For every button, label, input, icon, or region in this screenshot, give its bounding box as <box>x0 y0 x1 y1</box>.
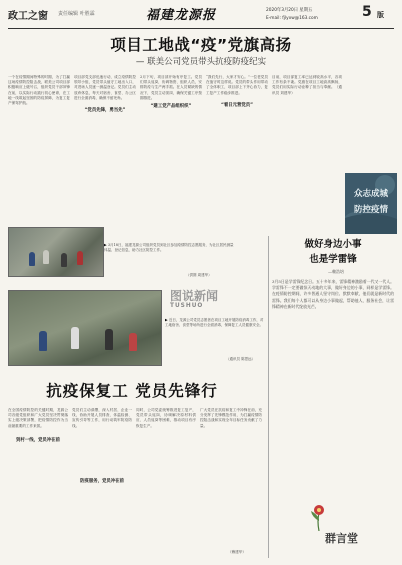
right-article-author: —赖浩培 <box>328 269 344 274</box>
column-logo-qunyantang: 群言堂 <box>325 532 358 545</box>
tushuo-logo-en: TUSHUO <box>170 303 204 309</box>
column-title: 政工之窗 <box>8 11 48 22</box>
article2-author: （赖建华） <box>228 550 246 554</box>
right-article-headline-2: 也是学雷锋 <box>309 254 357 265</box>
photo2-caption-text: 近日，龙源公司党员志愿者在项目工地开展防疫消毒工作，对工地宿舍、食堂等场所进行全面消毒，保障复工人员健康安全。 <box>165 318 264 327</box>
column-editor: 责任编辑 叶胜霖 <box>58 11 95 17</box>
column-divider <box>268 236 269 558</box>
page-number-label: 版 <box>377 11 384 19</box>
photo1-byline: （供图 周建华） <box>186 273 212 277</box>
article2-headline: 抗疫保复工 党员先锋行 <box>46 382 218 400</box>
anti-epidemic-banner <box>345 173 397 234</box>
news-photo-1 <box>8 227 104 277</box>
photo-person <box>71 327 79 349</box>
contact-email: E-mail: fjlyxw@163.com <box>266 16 318 21</box>
photo2-byline: （通讯员 陈思远） <box>226 357 256 361</box>
article2-column-3: 同时，公司党委统筹推进复工复产，党员带头返岗，协调解决原材料供应、人员返岗等困难，推动项目有序恢复生产。 <box>136 408 196 428</box>
photo1-caption <box>104 243 234 278</box>
article1-column-3: 2月下旬，项目部开始有序复工。党员们带头返岗，协调物资、组织人员，安排防疫与生产两手抓。在人员紧缺的情况下，党员主动顶岗，确保关键工序按期推进。 <box>140 75 202 100</box>
photo-person <box>77 251 83 265</box>
article1-subheadline: — 联美公司党员带头抗疫防疫纪实 <box>135 57 267 67</box>
banner-line-1: 众志成城 <box>353 189 388 199</box>
right-article-body: 3月5日是学雷锋纪念日。五十多年来，雷锋精神激励着一代又一代人。学雷锋不一定要做惊天动地的大事，做好身边的小事，同样是学雷锋。在疫情防控期间，许多普通人坚守岗位、默默奉献，他们就是新时代的雷锋。我们每个人都可以从身边小事做起，帮助他人、服务社会，让雷锋精神在新时代绽放光芒。 <box>272 279 394 309</box>
article2-subtitle-1: 到村一线，党员冲在前 <box>8 437 68 443</box>
page-number: 5 <box>362 4 372 20</box>
photo-marker-icon: ▶ <box>104 243 107 247</box>
article2-column-4: 广大党员在抗疫和复工中冲锋在前，充分发挥了先锋模范作用，为打赢疫情防控阻击战和实现全年目标任务贡献了力量。 <box>200 408 262 428</box>
right-article-headline-1: 做好身边小事 <box>304 239 362 250</box>
article1-column-2: 项目部党支部迅速行动，成立疫情防控领导小组，党员带头值守工地出入口，对进场人员逐一测温登记。党员们主动放弃休息，每天对宿舍、食堂、办公区进行全面消毒，确保不留死角。 <box>74 75 136 100</box>
article1-headline: 项目工地战“疫”党旗高扬 <box>110 36 292 54</box>
article1-subtitle-2: “建工党产品组织织” <box>140 103 202 109</box>
article2-column-1: 在全国疫情防控的关键时期，龙源公司各级党组织和广大党员坚决贯彻落实上级决策部署，把疫情防控作为当前最重要的工作来抓。 <box>8 408 68 428</box>
page-header <box>8 4 394 29</box>
photo-person <box>61 253 67 267</box>
flower-icon <box>308 503 330 531</box>
article1-column-1: 一个在疫情期间特殊的时期，为了打赢这场疫情防控阻击战，联美公司项目部积极响应上级号召，组织党员干部冲锋在前，以实际行动践行初心使命，在工地一线筑起坚固的防疫屏障，为复工复产保驾护航。 <box>8 75 70 106</box>
article1-column-5: 目前，项目部复工率已达到较高水平，各项工作有条不紊。党旗在项目工地高高飘扬，党员们用实际行动诠释了担当与奉献。（通讯员 刘建华） <box>272 75 342 95</box>
banner-line-2: 防控疫情 <box>353 205 388 215</box>
article1-subtitle-3: “看日元营党员” <box>206 102 268 108</box>
photo-person <box>43 250 49 264</box>
photo-marker-icon: ▶ <box>165 318 168 322</box>
header-meta <box>266 7 318 23</box>
article2-column-2: 党员们主动请缨，深入村居、企业一线，协助开展人员排查、体温检测、宣传引导等工作，用行动筑牢防疫防线。 <box>72 408 132 428</box>
photo-person <box>29 252 35 266</box>
article1-subtitle-1: “党员先锋，勇当先” <box>74 107 136 113</box>
news-photo-2 <box>8 290 162 366</box>
article2-subtitle-2: 防疫服务，党员冲在前 <box>72 478 132 484</box>
tushuo-logo <box>160 287 252 315</box>
photo-person <box>39 331 47 351</box>
article1-column-4: “我们先行，大家才安心。”一位老党员在值守时这样说。党员的带头作用带动了全体职工，项目部上下齐心协力，复工复产工作稳步推进。 <box>206 75 268 95</box>
tushuo-logo-text: 图说新闻 <box>170 289 219 303</box>
issue-date: 2020年3月20日 星期五 <box>266 8 313 13</box>
masthead: 福建龙源报 <box>146 8 217 23</box>
photo-person <box>105 329 113 350</box>
photo-person <box>129 333 137 351</box>
photo1-caption-text: 3月18日，福建龙源公司组织党员到社区参加疫情防控志愿服务，为社区居民测量体温、登记信息，助力社区防控工作。 <box>104 243 234 252</box>
